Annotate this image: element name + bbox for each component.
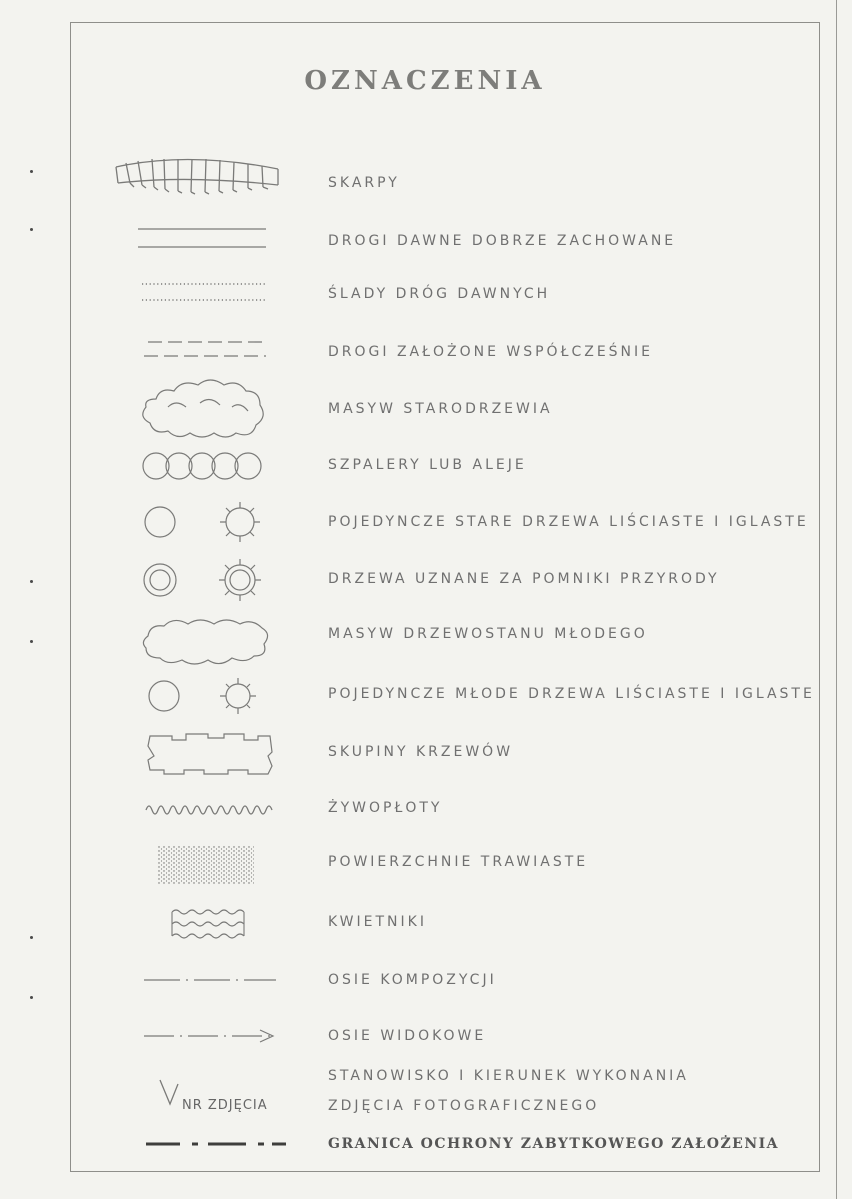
double-dashed-line-icon xyxy=(128,326,288,382)
page-title: OZNACZENIA xyxy=(304,66,546,96)
legend-row xyxy=(0,440,852,496)
legend-row xyxy=(0,270,852,326)
legend-row xyxy=(0,954,852,1010)
legend-label: ŻYWOPŁOTY xyxy=(328,800,443,816)
legend-row xyxy=(0,1010,852,1066)
legend-label: STANOWISKO I KIERUNEK WYKONANIA xyxy=(328,1068,689,1084)
legend-label: GRANICA OCHRONY ZABYTKOWEGO ZAŁOŻENIA xyxy=(328,1136,780,1152)
legend-label: MASYW DRZEWOSTANU MŁODEGO xyxy=(328,626,648,642)
legend-label: OSIE WIDOKOWE xyxy=(328,1028,487,1044)
legend-row xyxy=(0,838,852,894)
young-tree-icons xyxy=(128,668,288,724)
legend-label: DROGI DAWNE DOBRZE ZACHOWANE xyxy=(328,233,677,249)
legend-row xyxy=(0,326,852,382)
double-solid-line-icon xyxy=(128,213,288,269)
legend-label: POWIERZCHNIE TRAWIASTE xyxy=(328,854,589,870)
legend-label: POJEDYNCZE MŁODE DRZEWA LIŚCIASTE I IGLASTE xyxy=(328,686,815,702)
legend-row xyxy=(0,213,852,269)
legend-label: POJEDYNCZE STARE DRZEWA LIŚCIASTE I IGLASTE xyxy=(328,514,809,530)
legend-row xyxy=(0,612,852,668)
legend-label: SKUPINY KRZEWÓW xyxy=(328,744,514,760)
flowerbed-icon xyxy=(128,898,288,954)
view-axis-arrow-icon xyxy=(128,1010,288,1066)
legend-label: DRZEWA UZNANE ZA POMNIKI PRZYRODY xyxy=(328,571,720,587)
young-stand-icon xyxy=(128,612,288,668)
legend-label: KWIETNIKI xyxy=(328,914,427,930)
legend-label: MASYW STARODRZEWIA xyxy=(328,401,553,417)
double-dotted-line-icon xyxy=(128,270,288,326)
legend-label: ŚLADY DRÓG DAWNYCH xyxy=(328,286,551,302)
grass-stipple-icon xyxy=(128,838,288,894)
legend-row xyxy=(0,155,852,211)
legend-label: OSIE KOMPOZYCJI xyxy=(328,972,497,988)
hedge-wave-icon xyxy=(128,784,288,840)
legend-row xyxy=(0,898,852,954)
legend-label: DROGI ZAŁOŻONE WSPÓŁCZEŚNIE xyxy=(328,344,653,360)
circle-chain-icon xyxy=(128,440,288,496)
cloud-cluster-icon xyxy=(128,377,288,441)
monument-tree-icons xyxy=(128,552,288,608)
legend-row xyxy=(0,552,852,608)
legend-row xyxy=(0,726,852,782)
photo-number-label: NR ZDJĘCIA xyxy=(182,1098,268,1113)
legend-label: SKARPY xyxy=(328,175,400,191)
protection-boundary-icon xyxy=(128,1118,288,1174)
legend-row xyxy=(0,1064,852,1124)
legend-label: SZPALERY LUB ALEJE xyxy=(328,457,527,473)
legend-label-line2: ZDJĘCIA FOTOGRAFICZNEGO xyxy=(328,1098,600,1114)
escarpment-icon xyxy=(128,155,288,211)
composition-axis-icon xyxy=(128,954,288,1010)
legend-row xyxy=(0,377,852,433)
legend-row xyxy=(0,1118,852,1174)
legend-row xyxy=(0,668,852,724)
single-tree-icons xyxy=(128,494,288,550)
legend-row xyxy=(0,494,852,550)
legend-row xyxy=(0,784,852,840)
shrub-group-icon xyxy=(128,726,288,782)
